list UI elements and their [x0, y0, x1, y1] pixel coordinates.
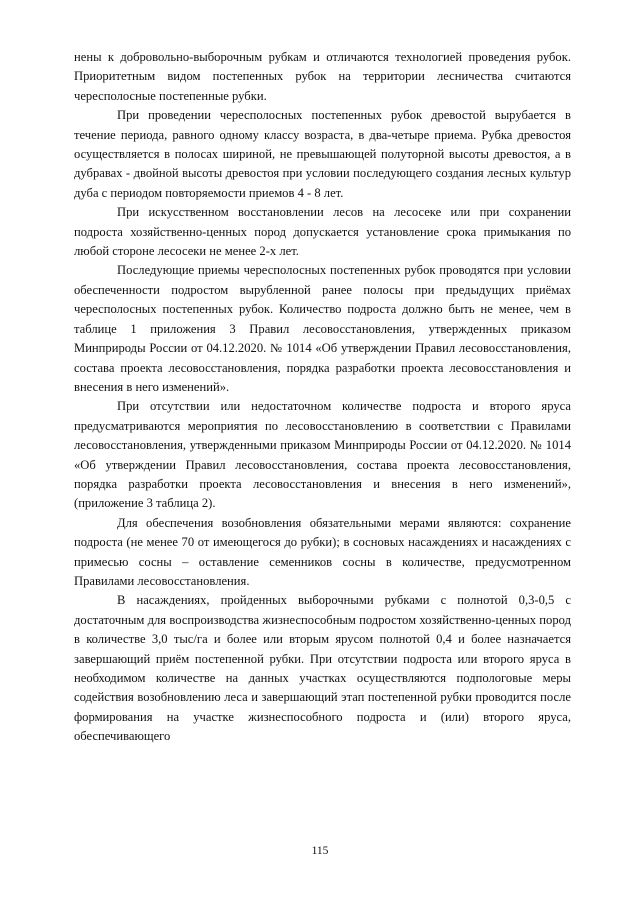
paragraph: При искусственном восстановлении лесов на лесосеке или при сохранении подроста хозяйственно-ценных пород допускается установление срока примыкания по любой стороне лесосеки не менее 2-х лет.	[74, 205, 571, 259]
paragraph: Последующие приемы чересполосных постепенных рубок проводятся при условии обеспеченности подростом вырубленной ранее полосы при предыдущих приёмах чересполосных постепенных рубок. Количество подроста должно быть не менее, чем в таблице 1 приложения 3 Правил лесовосстановления, утвержденных приказом Минприроды России от 04.12.2020. № 1014 «Об утверждении Правил лесовосстановления, состава проекта лесовосстановления, порядка разработки проекта лесовосстановления и внесения в него изменений».	[74, 263, 571, 394]
document-body	[74, 48, 571, 747]
paragraph: При проведении чересполосных постепенных рубок древостой вырубается в течение периода, равного одному классу возраста, в два-четыре приема. Рубка древостоя осуществляется в полосах шириной, не превышающей полуторной высоты древостоя, а в дубравах - двойной высоты древостоя при условии последующего создания лесных культур дуба с периодом повторяемости приемов 4 - 8 лет.	[74, 108, 571, 200]
paragraph-continuation: нены к добровольно-выборочным рубкам и отличаются технологией проведения рубок. Приоритетным видом постепенных рубок на территории лесничества считаются чересполосные постепенные рубки.	[74, 50, 571, 103]
page-number: 115	[311, 845, 329, 857]
paragraph: При отсутствии или недостаточном количестве подроста и второго яруса предусматриваются мероприятия по лесовосстановлению в соответствии с Правилами лесовосстановления, утвержденными приказом Минприроды России от 04.12.2020. № 1014 «Об утверждении Правил лесовосстановления, состава проекта лесовосстановления, порядка разработки проекта лесовосстановления и внесения в него изменений», (приложение 3 таблица 2).	[74, 399, 571, 511]
paragraph: В насаждениях, пройденных выборочными рубками с полнотой 0,3-0,5 с достаточным для воспроизводства жизнеспособным подростом хозяйственно-ценных пород в количестве 3,0 тыс/га и более или вторым ярусом полнотой 0,4 и более назначается завершающий приём постепенной рубки. При отсутствии подроста или второго яруса в необходимом количестве на данных участках осуществляются подпологовые меры содействия возобновлению леса и завершающий этап постепенной рубки проводится после формирования на участке жизнеспособного подроста и (или) второго яруса, обеспечивающего	[74, 593, 571, 744]
paragraph: Для обеспечения возобновления обязательными мерами являются: сохранение подроста (не менее 70 от имеющегося до рубки); в сосновых насаждениях и насаждениях с примесью сосны – оставление семенников сосны в количестве, предусмотренном Правилами лесовосстановления.	[74, 515, 571, 588]
